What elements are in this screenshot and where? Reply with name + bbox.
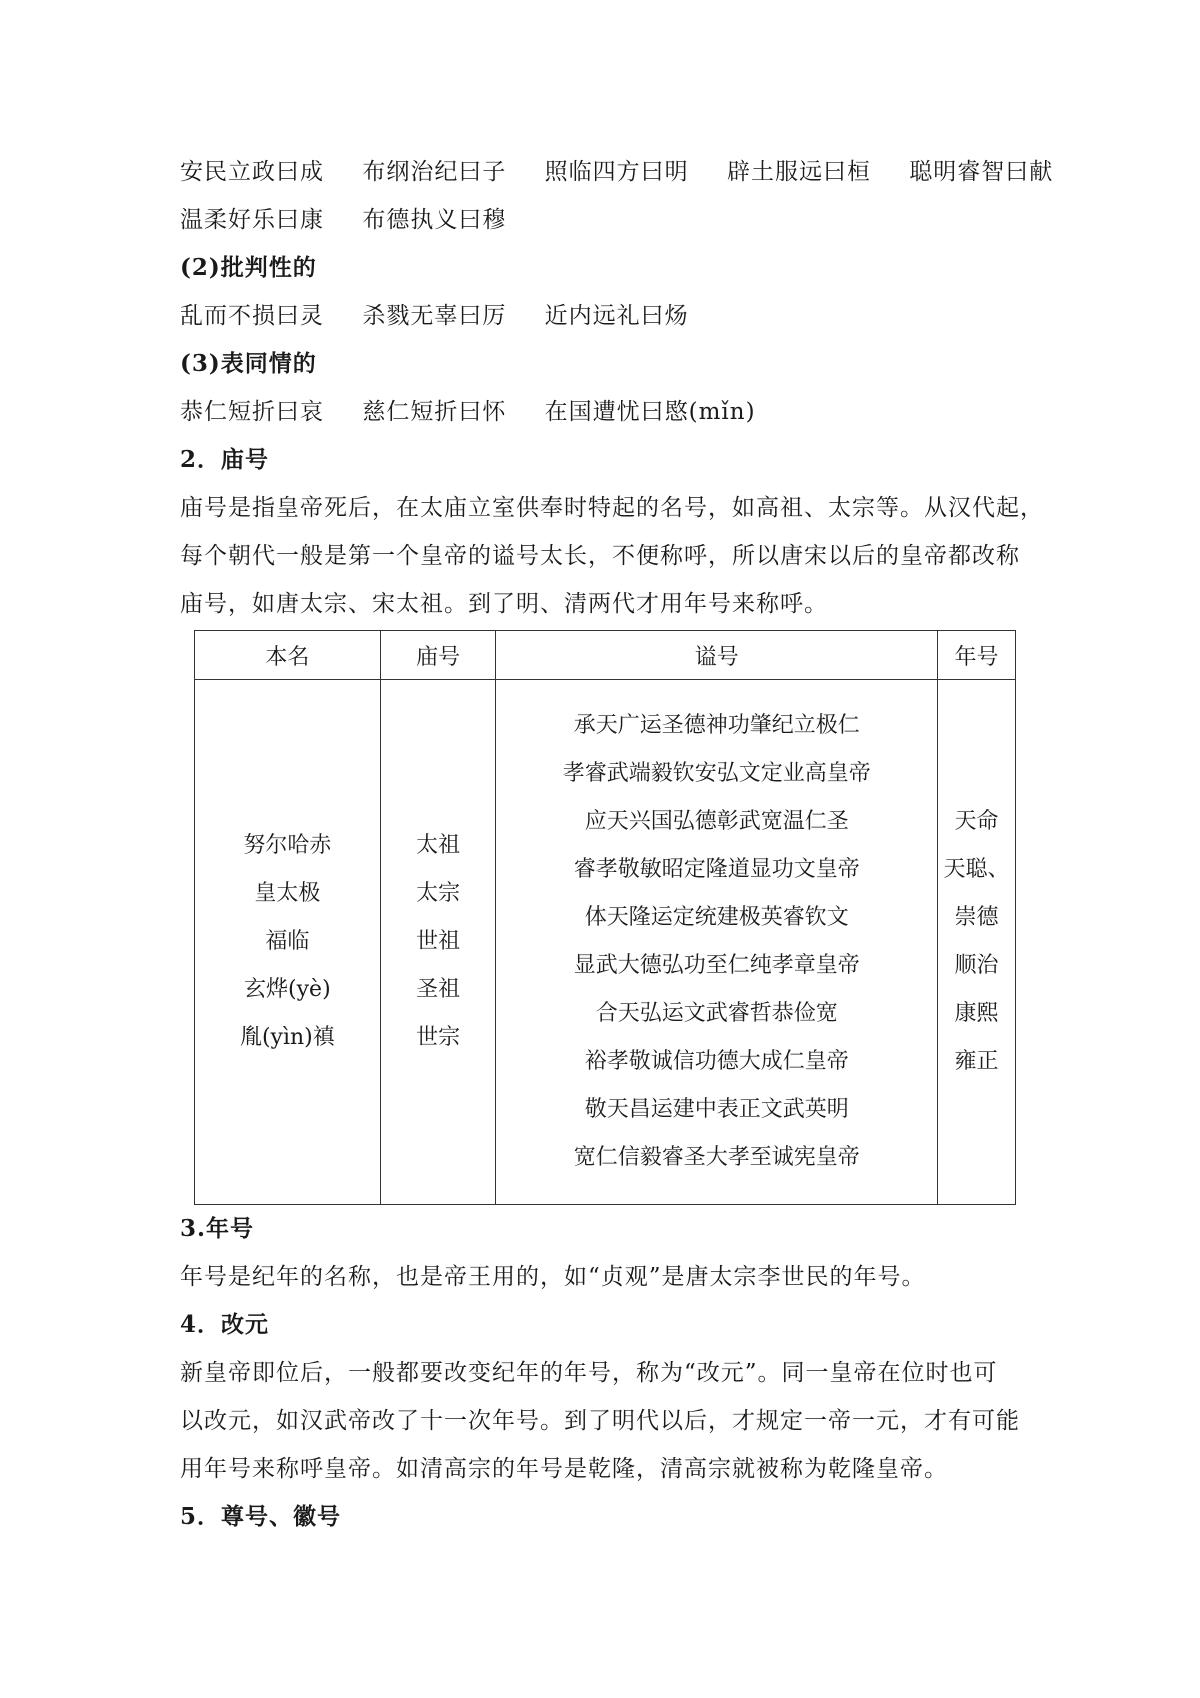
birth-name: 玄烨(yè) (244, 977, 331, 1002)
positive-posthumous-line-1 (180, 148, 1054, 196)
posthumous-line: 裕孝敬诚信功德大成仁皇帝 (584, 1049, 849, 1074)
header-era-name: 年号 (938, 631, 1016, 680)
birth-name: 努尔哈赤 (243, 833, 332, 858)
posthumous-item: 乱而不损曰灵 (180, 303, 324, 329)
posthumous-item: 近内远礼曰炀 (544, 303, 689, 329)
posthumous-item: 照临四方曰明 (544, 159, 689, 185)
section-2-paragraph (180, 484, 1044, 628)
section-4-paragraph (180, 1349, 1040, 1493)
heading-critical: (2)批判性的 (180, 254, 317, 281)
era-name: 雍正 (954, 1049, 999, 1074)
critical-items-line (180, 292, 1040, 340)
heading-sympathetic: (3)表同情的 (180, 350, 317, 377)
paragraph-line: 庙号，如唐太宗、宋太祖。到了明、清两代才用年号来称呼。 (180, 591, 828, 617)
posthumous-item: 布纲治纪曰子 (362, 159, 507, 185)
section-5-heading: 5．尊号、徽号 (180, 1503, 342, 1530)
cell-birth-names (195, 680, 381, 1205)
posthumous-line: 体天隆运定统建极英睿钦文 (584, 905, 849, 930)
era-name: 天命 (954, 809, 999, 834)
section-3-paragraph (180, 1253, 1040, 1301)
era-name: 崇德 (954, 905, 999, 930)
header-posthumous-name: 谥号 (496, 631, 938, 680)
paragraph-line: 庙号是指皇帝死后，在太庙立室供奉时特起的名号，如高祖、太宗等。从汉代起， (180, 495, 1044, 521)
cell-posthumous-names (496, 680, 938, 1205)
temple-name: 世祖 (416, 929, 461, 954)
posthumous-line: 应天兴国弘德彰武宽温仁圣 (584, 809, 849, 834)
section-2-heading: 2．庙号 (180, 446, 270, 473)
paragraph-line: 每个朝代一般是第一个皇帝的谥号太长，不便称呼，所以唐宋以后的皇帝都改称 (180, 543, 1020, 569)
posthumous-item: 聪明睿智曰献 (909, 159, 1054, 185)
posthumous-item: 恭仁短折曰哀 (180, 399, 324, 425)
table-row (195, 680, 1016, 1205)
positive-posthumous-line-2 (180, 196, 1040, 244)
paragraph-line: 用年号来称呼皇帝。如清高宗的年号是乾隆，清高宗就被称为乾隆皇帝。 (180, 1456, 948, 1482)
birth-name: 皇太极 (254, 881, 321, 906)
header-temple-name: 庙号 (380, 631, 496, 680)
posthumous-line: 敬天昌运建中表正文武英明 (584, 1097, 849, 1122)
posthumous-item: 温柔好乐曰康 (180, 207, 324, 233)
posthumous-item: 杀戮无辜曰厉 (362, 303, 507, 329)
cell-era-names (938, 680, 1016, 1205)
posthumous-item: 布德执义曰穆 (362, 207, 507, 233)
posthumous-line: 显武大德弘功至仁纯孝章皇帝 (573, 953, 860, 978)
section-4-heading: 4．改元 (180, 1311, 270, 1338)
sympathetic-items-line (180, 388, 1040, 436)
birth-name: 胤(yìn)禛 (239, 1025, 335, 1050)
cell-temple-names (380, 680, 496, 1205)
section-3-heading: 3.年号 (180, 1215, 255, 1242)
era-name: 天聪、 (943, 857, 1010, 882)
posthumous-item: 在国遭忧曰愍(mǐn) (544, 399, 756, 425)
posthumous-item: 辟土服远曰桓 (726, 159, 871, 185)
temple-name: 世宗 (416, 1025, 461, 1050)
posthumous-line: 承天广运圣德神功肇纪立极仁 (573, 713, 860, 738)
paragraph-line: 新皇帝即位后，一般都要改变纪年的年号，称为“改元”。同一皇帝在位时也可 (180, 1360, 998, 1386)
posthumous-line: 孝睿武端毅钦安弘文定业高皇帝 (562, 761, 871, 786)
temple-name: 圣祖 (416, 977, 461, 1002)
temple-name: 太祖 (416, 833, 461, 858)
era-name: 顺治 (954, 953, 999, 978)
document-page (180, 148, 1054, 1541)
posthumous-line: 合天弘运文武睿哲恭俭宽 (595, 1001, 838, 1026)
posthumous-item: 慈仁短折曰怀 (362, 399, 507, 425)
paragraph-line: 以改元，如汉武帝改了十一次年号。到了明代以后，才规定一帝一元，才有可能 (180, 1408, 1020, 1434)
era-name: 康熙 (954, 1001, 999, 1026)
posthumous-line: 睿孝敬敏昭定隆道显功文皇帝 (573, 857, 860, 882)
header-birth-name: 本名 (195, 631, 381, 680)
posthumous-line: 宽仁信毅睿圣大孝至诚宪皇帝 (573, 1145, 860, 1170)
temple-name: 太宗 (416, 881, 461, 906)
paragraph-line: 年号是纪年的名称，也是帝王用的，如“贞观”是唐太宗李世民的年号。 (180, 1264, 926, 1290)
qing-emperors-table (194, 630, 1016, 1205)
birth-name: 福临 (265, 929, 310, 954)
table-header-row (195, 631, 1016, 680)
posthumous-item: 安民立政曰成 (180, 159, 324, 185)
